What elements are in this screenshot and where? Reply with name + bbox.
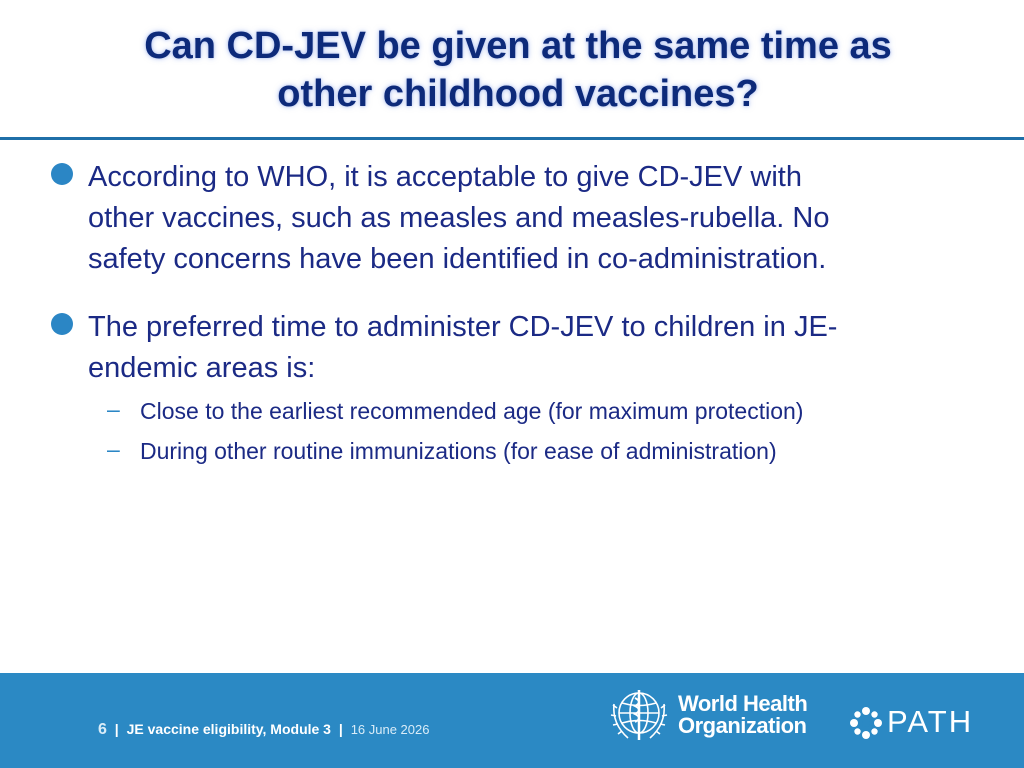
- who-line-1: World Health: [678, 691, 808, 716]
- bullet-item-2: [88, 307, 988, 389]
- path-logo-text: PATH: [887, 704, 974, 739]
- who-line-2: Organization: [678, 713, 807, 738]
- sub-bullet-dash-icon: –: [107, 436, 120, 462]
- sub-bullet-dash-icon: –: [107, 396, 120, 422]
- slide-title-line-1: Can CD-JEV be given at the same time as: [144, 25, 892, 67]
- bullet-1-line-1: According to WHO, it is acceptable to give CD-JEV with: [88, 161, 802, 193]
- sub-bullet-2: During other routine immunizations (for ease of administration): [140, 438, 777, 464]
- footer-info: [98, 721, 429, 739]
- sub-bullet-1: Close to the earliest recommended age (for maximum protection): [140, 398, 804, 424]
- footer-date: 16 June 2026: [350, 722, 430, 737]
- footer-separator: |: [114, 721, 119, 737]
- page-number: 6: [98, 721, 107, 738]
- footer-separator: |: [338, 721, 343, 737]
- title-divider: [0, 137, 1024, 140]
- slide-title-line-2: other childhood vaccines?: [277, 73, 759, 115]
- bullet-dot-icon: [51, 163, 73, 185]
- bullet-2-line-1: The preferred time to administer CD-JEV to children in JE-: [88, 311, 838, 343]
- bullet-item-1: [88, 157, 988, 280]
- who-logo-text: [678, 693, 807, 737]
- module-label: JE vaccine eligibility, Module 3: [126, 721, 331, 737]
- bullet-1-line-3: safety concerns have been identified in co-administration.: [88, 243, 827, 275]
- path-emblem-icon: [849, 706, 883, 740]
- bullet-dot-icon: [51, 313, 73, 335]
- bullet-1-line-2: other vaccines, such as measles and measles-rubella. No: [88, 202, 830, 234]
- who-emblem-icon: [608, 684, 670, 746]
- bullet-2-line-2: endemic areas is:: [88, 352, 316, 384]
- slide-title: [20, 22, 1016, 118]
